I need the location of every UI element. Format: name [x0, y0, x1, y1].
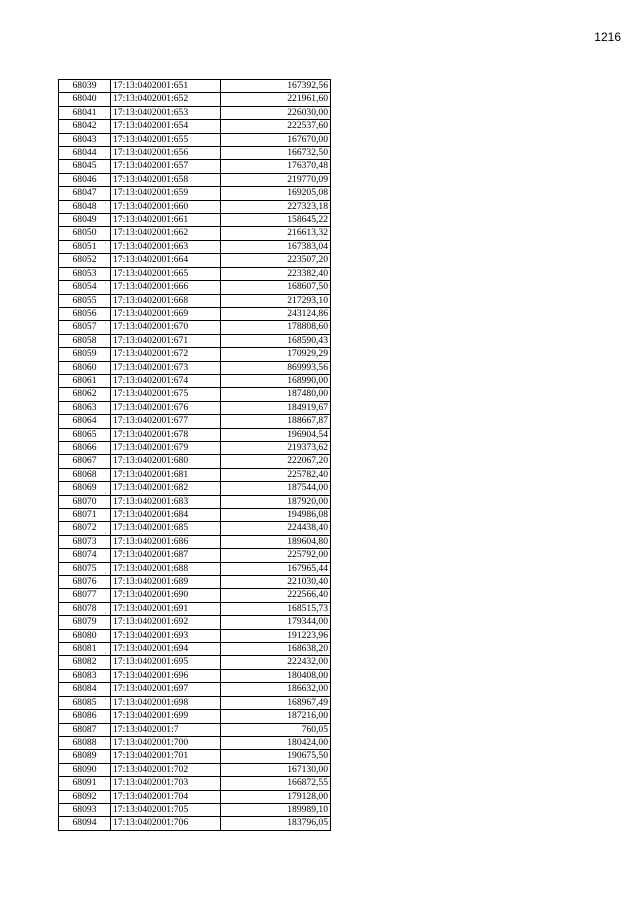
row-number-cell: 68064: [59, 415, 111, 428]
row-number-cell: 68093: [59, 803, 111, 816]
table-row: [59, 147, 331, 160]
value-cell: 176370,48: [221, 160, 331, 173]
row-number-cell: 68067: [59, 455, 111, 468]
row-number-cell: 68063: [59, 401, 111, 414]
cadastral-number-cell: 17:13:0402001:664: [111, 254, 221, 267]
row-number-cell: 68062: [59, 388, 111, 401]
row-number-cell: 68049: [59, 214, 111, 227]
value-cell: 224438,40: [221, 522, 331, 535]
table-row: [59, 281, 331, 294]
table-row: [59, 334, 331, 347]
value-cell: 168590,43: [221, 334, 331, 347]
row-number-cell: 68042: [59, 120, 111, 133]
cadastral-number-cell: 17:13:0402001:685: [111, 522, 221, 535]
table-row: [59, 240, 331, 253]
value-cell: 186632,00: [221, 683, 331, 696]
cadastral-number-cell: 17:13:0402001:679: [111, 441, 221, 454]
cadastral-number-cell: 17:13:0402001:668: [111, 294, 221, 307]
table-row: [59, 321, 331, 334]
table-row: [59, 589, 331, 602]
table-row: [59, 750, 331, 763]
cadastral-number-cell: 17:13:0402001:675: [111, 388, 221, 401]
cadastral-number-cell: 17:13:0402001:659: [111, 187, 221, 200]
table-row: [59, 562, 331, 575]
value-cell: 170929,29: [221, 348, 331, 361]
value-cell: 187480,00: [221, 388, 331, 401]
cadastral-number-cell: 17:13:0402001:673: [111, 361, 221, 374]
value-cell: 187216,00: [221, 710, 331, 723]
cadastral-number-cell: 17:13:0402001:669: [111, 307, 221, 320]
value-cell: 187920,00: [221, 495, 331, 508]
row-number-cell: 68070: [59, 495, 111, 508]
row-number-cell: 68071: [59, 509, 111, 522]
row-number-cell: 68075: [59, 562, 111, 575]
cadastral-number-cell: 17:13:0402001:683: [111, 495, 221, 508]
row-number-cell: 68044: [59, 147, 111, 160]
table-row: [59, 374, 331, 387]
table-row: [59, 602, 331, 615]
table-row: [59, 643, 331, 656]
cadastral-number-cell: 17:13:0402001:674: [111, 374, 221, 387]
table-row: [59, 777, 331, 790]
value-cell: 168967,49: [221, 696, 331, 709]
value-cell: 168990,00: [221, 374, 331, 387]
row-number-cell: 68059: [59, 348, 111, 361]
cadastral-number-cell: 17:13:0402001:700: [111, 736, 221, 749]
value-cell: 167383,04: [221, 240, 331, 253]
cadastral-number-cell: 17:13:0402001:684: [111, 509, 221, 522]
value-cell: 217293,10: [221, 294, 331, 307]
value-cell: 168638,20: [221, 643, 331, 656]
value-cell: 196904,54: [221, 428, 331, 441]
row-number-cell: 68066: [59, 441, 111, 454]
value-cell: 223507,20: [221, 254, 331, 267]
value-cell: 166732,50: [221, 147, 331, 160]
row-number-cell: 68072: [59, 522, 111, 535]
value-cell: 167670,00: [221, 133, 331, 146]
value-cell: 189989,10: [221, 803, 331, 816]
cadastral-number-cell: 17:13:0402001:663: [111, 240, 221, 253]
value-cell: 190675,50: [221, 750, 331, 763]
cadastral-number-cell: 17:13:0402001:665: [111, 267, 221, 280]
row-number-cell: 68069: [59, 482, 111, 495]
table-row: [59, 817, 331, 830]
table-row: [59, 267, 331, 280]
row-number-cell: 68086: [59, 710, 111, 723]
cadastral-number-cell: 17:13:0402001:692: [111, 616, 221, 629]
cadastral-number-cell: 17:13:0402001:690: [111, 589, 221, 602]
row-number-cell: 68051: [59, 240, 111, 253]
row-number-cell: 68039: [59, 80, 111, 93]
cadastral-number-cell: 17:13:0402001:660: [111, 200, 221, 213]
value-cell: 222566,40: [221, 589, 331, 602]
cadastral-number-cell: 17:13:0402001:658: [111, 173, 221, 186]
value-cell: 180408,00: [221, 669, 331, 682]
table-row: [59, 254, 331, 267]
value-cell: 227323,18: [221, 200, 331, 213]
value-cell: 179128,00: [221, 790, 331, 803]
row-number-cell: 68057: [59, 321, 111, 334]
cadastral-number-cell: 17:13:0402001:654: [111, 120, 221, 133]
table-row: [59, 576, 331, 589]
table-row: [59, 736, 331, 749]
row-number-cell: 68073: [59, 535, 111, 548]
value-cell: 180424,00: [221, 736, 331, 749]
table-row: [59, 535, 331, 548]
table-row: [59, 106, 331, 119]
row-number-cell: 68079: [59, 616, 111, 629]
table-row: [59, 428, 331, 441]
row-number-cell: 68084: [59, 683, 111, 696]
row-number-cell: 68047: [59, 187, 111, 200]
value-cell: 219770,09: [221, 173, 331, 186]
row-number-cell: 68050: [59, 227, 111, 240]
table-row: [59, 401, 331, 414]
table-row: [59, 348, 331, 361]
table-row: [59, 629, 331, 642]
table-body: [59, 80, 331, 831]
value-cell: 178808,60: [221, 321, 331, 334]
cadastral-number-cell: 17:13:0402001:704: [111, 790, 221, 803]
row-number-cell: 68082: [59, 656, 111, 669]
row-number-cell: 68092: [59, 790, 111, 803]
row-number-cell: 68065: [59, 428, 111, 441]
value-cell: 222067,20: [221, 455, 331, 468]
cadastral-number-cell: 17:13:0402001:670: [111, 321, 221, 334]
table-row: [59, 361, 331, 374]
value-cell: 167392,56: [221, 80, 331, 93]
cadastral-number-cell: 17:13:0402001:689: [111, 576, 221, 589]
cadastral-number-cell: 17:13:0402001:698: [111, 696, 221, 709]
cadastral-number-cell: 17:13:0402001:693: [111, 629, 221, 642]
row-number-cell: 68058: [59, 334, 111, 347]
cadastral-number-cell: 17:13:0402001:672: [111, 348, 221, 361]
row-number-cell: 68055: [59, 294, 111, 307]
cadastral-number-cell: 17:13:0402001:699: [111, 710, 221, 723]
cadastral-number-cell: 17:13:0402001:697: [111, 683, 221, 696]
table-row: [59, 187, 331, 200]
cadastral-number-cell: 17:13:0402001:687: [111, 549, 221, 562]
cadastral-number-cell: 17:13:0402001:651: [111, 80, 221, 93]
table-row: [59, 549, 331, 562]
cadastral-number-cell: 17:13:0402001:657: [111, 160, 221, 173]
table-row: [59, 415, 331, 428]
row-number-cell: 68089: [59, 750, 111, 763]
cadastral-value-table: [58, 79, 331, 831]
row-number-cell: 68074: [59, 549, 111, 562]
table-row: [59, 616, 331, 629]
value-cell: 225782,40: [221, 468, 331, 481]
row-number-cell: 68041: [59, 106, 111, 119]
table-row: [59, 307, 331, 320]
table-row: [59, 723, 331, 736]
row-number-cell: 68040: [59, 93, 111, 106]
cadastral-number-cell: 17:13:0402001:681: [111, 468, 221, 481]
cadastral-number-cell: 17:13:0402001:678: [111, 428, 221, 441]
cadastral-number-cell: 17:13:0402001:703: [111, 777, 221, 790]
row-number-cell: 68077: [59, 589, 111, 602]
row-number-cell: 68068: [59, 468, 111, 481]
table-row: [59, 388, 331, 401]
row-number-cell: 68045: [59, 160, 111, 173]
cadastral-number-cell: 17:13:0402001:691: [111, 602, 221, 615]
cadastral-number-cell: 17:13:0402001:688: [111, 562, 221, 575]
cadastral-number-cell: 17:13:0402001:680: [111, 455, 221, 468]
row-number-cell: 68056: [59, 307, 111, 320]
value-cell: 167130,00: [221, 763, 331, 776]
table-row: [59, 790, 331, 803]
table-row: [59, 160, 331, 173]
cadastral-number-cell: 17:13:0402001:661: [111, 214, 221, 227]
value-cell: 167965,44: [221, 562, 331, 575]
row-number-cell: 68080: [59, 629, 111, 642]
value-cell: 221030,40: [221, 576, 331, 589]
table-row: [59, 803, 331, 816]
value-cell: 194986,08: [221, 509, 331, 522]
cadastral-number-cell: 17:13:0402001:706: [111, 817, 221, 830]
table-row: [59, 683, 331, 696]
value-cell: 168607,50: [221, 281, 331, 294]
table-row: [59, 482, 331, 495]
value-cell: 184919,67: [221, 401, 331, 414]
row-number-cell: 68090: [59, 763, 111, 776]
value-cell: 223382,40: [221, 267, 331, 280]
row-number-cell: 68094: [59, 817, 111, 830]
cadastral-number-cell: 17:13:0402001:694: [111, 643, 221, 656]
value-cell: 869993,56: [221, 361, 331, 374]
value-cell: 169205,08: [221, 187, 331, 200]
cadastral-number-cell: 17:13:0402001:676: [111, 401, 221, 414]
row-number-cell: 68087: [59, 723, 111, 736]
value-cell: 191223,96: [221, 629, 331, 642]
table-row: [59, 522, 331, 535]
table-row: [59, 294, 331, 307]
cadastral-number-cell: 17:13:0402001:682: [111, 482, 221, 495]
row-number-cell: 68046: [59, 173, 111, 186]
table-row: [59, 696, 331, 709]
cadastral-number-cell: 17:13:0402001:7: [111, 723, 221, 736]
value-cell: 166872,55: [221, 777, 331, 790]
value-cell: 219373,62: [221, 441, 331, 454]
table-row: [59, 227, 331, 240]
table-row: [59, 509, 331, 522]
table-row: [59, 468, 331, 481]
value-cell: 216613,32: [221, 227, 331, 240]
row-number-cell: 68060: [59, 361, 111, 374]
value-cell: 221961,60: [221, 93, 331, 106]
value-cell: 243124,86: [221, 307, 331, 320]
row-number-cell: 68053: [59, 267, 111, 280]
cadastral-number-cell: 17:13:0402001:705: [111, 803, 221, 816]
row-number-cell: 68054: [59, 281, 111, 294]
value-cell: 168515,73: [221, 602, 331, 615]
page-number: 1216: [594, 30, 621, 44]
cadastral-number-cell: 17:13:0402001:701: [111, 750, 221, 763]
value-cell: 760,05: [221, 723, 331, 736]
row-number-cell: 68081: [59, 643, 111, 656]
value-cell: 183796,05: [221, 817, 331, 830]
value-cell: 225792,00: [221, 549, 331, 562]
cadastral-number-cell: 17:13:0402001:666: [111, 281, 221, 294]
cadastral-number-cell: 17:13:0402001:671: [111, 334, 221, 347]
cadastral-number-cell: 17:13:0402001:686: [111, 535, 221, 548]
table-row: [59, 656, 331, 669]
table-row: [59, 133, 331, 146]
value-cell: 187544,00: [221, 482, 331, 495]
row-number-cell: 68048: [59, 200, 111, 213]
value-cell: 189604,80: [221, 535, 331, 548]
cadastral-number-cell: 17:13:0402001:677: [111, 415, 221, 428]
cadastral-number-cell: 17:13:0402001:652: [111, 93, 221, 106]
row-number-cell: 68052: [59, 254, 111, 267]
table-row: [59, 710, 331, 723]
table-row: [59, 214, 331, 227]
row-number-cell: 68088: [59, 736, 111, 749]
cadastral-number-cell: 17:13:0402001:655: [111, 133, 221, 146]
table-row: [59, 441, 331, 454]
table-row: [59, 200, 331, 213]
row-number-cell: 68078: [59, 602, 111, 615]
cadastral-number-cell: 17:13:0402001:656: [111, 147, 221, 160]
row-number-cell: 68091: [59, 777, 111, 790]
row-number-cell: 68043: [59, 133, 111, 146]
cadastral-number-cell: 17:13:0402001:696: [111, 669, 221, 682]
value-cell: 158645,22: [221, 214, 331, 227]
cadastral-number-cell: 17:13:0402001:702: [111, 763, 221, 776]
row-number-cell: 68085: [59, 696, 111, 709]
table-row: [59, 455, 331, 468]
table-row: [59, 93, 331, 106]
table-row: [59, 763, 331, 776]
table-row: [59, 669, 331, 682]
table-row: [59, 173, 331, 186]
cadastral-number-cell: 17:13:0402001:695: [111, 656, 221, 669]
row-number-cell: 68083: [59, 669, 111, 682]
value-cell: 222432,00: [221, 656, 331, 669]
table-row: [59, 120, 331, 133]
row-number-cell: 68076: [59, 576, 111, 589]
table-row: [59, 80, 331, 93]
cadastral-number-cell: 17:13:0402001:653: [111, 106, 221, 119]
cadastral-number-cell: 17:13:0402001:662: [111, 227, 221, 240]
row-number-cell: 68061: [59, 374, 111, 387]
value-cell: 226030,00: [221, 106, 331, 119]
table-row: [59, 495, 331, 508]
value-cell: 222537,60: [221, 120, 331, 133]
value-cell: 179344,00: [221, 616, 331, 629]
value-cell: 188667,87: [221, 415, 331, 428]
